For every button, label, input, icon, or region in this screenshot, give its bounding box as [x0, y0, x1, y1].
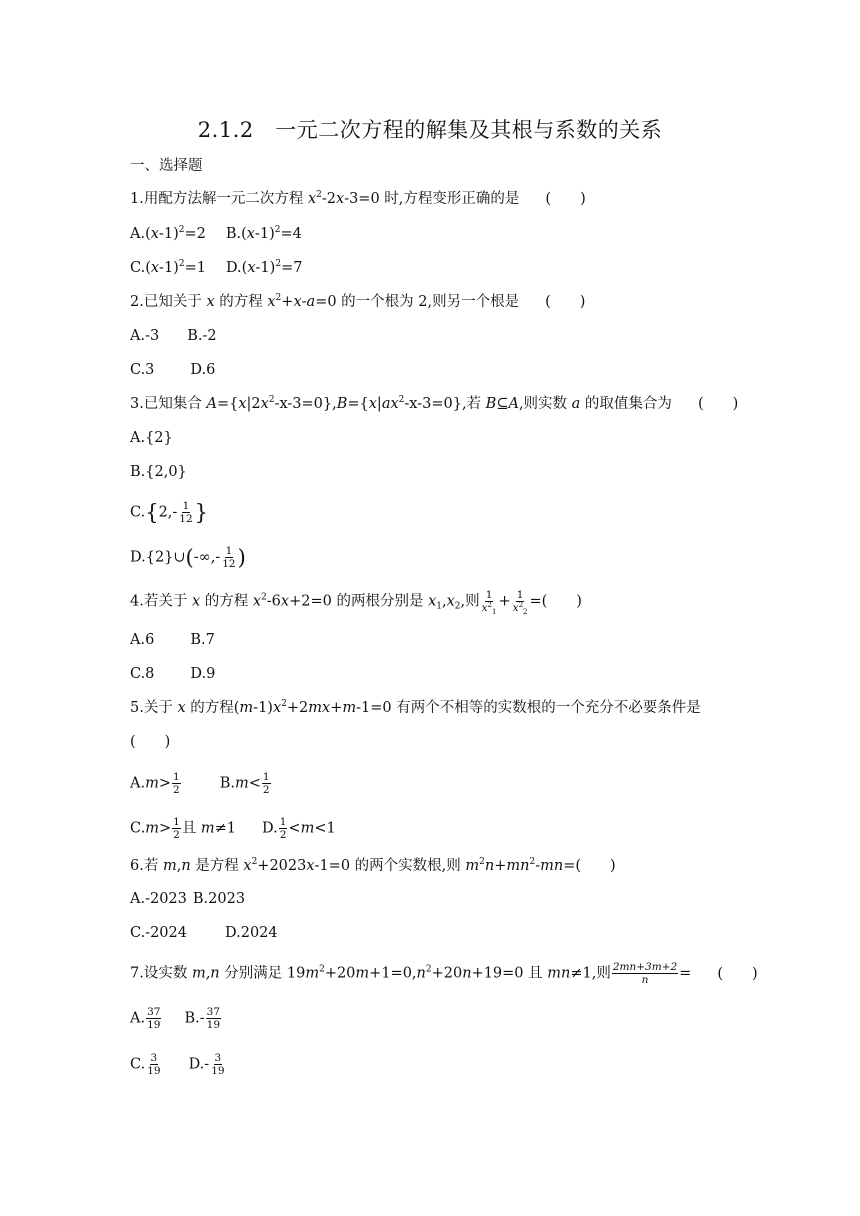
question-1-options-ab: $A.(x-1)^2=2$ $B.(x-1)^2=4$	[130, 225, 302, 242]
question-7-options-ab: A. $\frac{37}{19}$ B.- $\frac{37}{19}$	[130, 1006, 221, 1031]
question-3-option-d: D.{2}∪(-∞,- $\frac{1}{12}$ )	[130, 545, 246, 570]
question-1: 1.用配方法解一元二次方程 $x^2-2x-3=0$ 时,方程变形正确的是 ( )	[130, 190, 586, 207]
fraction: $\frac{1}{12}$	[179, 500, 193, 525]
fraction: $\frac{3}{19}$	[147, 1052, 161, 1077]
question-6-options-cd: C.-2024 D.2024	[130, 925, 278, 941]
fraction: $\frac{37}{19}$	[147, 1006, 161, 1031]
fraction: $\frac{1}{2}$	[279, 816, 287, 841]
question-7: 7.设实数 m,n 分别满足 $19m^2+20m+1=0,n^2+20n+19=0$ 且 mn≠1,则 $\frac{2mn+3m+2}{n}$ = ( )	[130, 961, 758, 986]
question-5-options-cd: C.m> $\frac{1}{2}$ 且 m≠1 D. $\frac{1}{2}$ <m<1	[130, 816, 336, 841]
section-heading: 一、选择题	[130, 158, 203, 174]
fraction: $\frac{1}{2}$	[173, 816, 180, 841]
question-2: 2.已知关于 x 的方程 $x^2+x-a=0$ 的一个根为 2,则另一个根是 ( )	[130, 293, 586, 310]
question-4: 4.若关于 x 的方程 $x^2-6x+2=0$ 的两根分别是 $x_1,x_2$,则 $\frac{1}{x^2_1}$ + $\frac{1}{x^2_2}$ =( )	[130, 589, 582, 616]
question-5: 5.关于 x 的方程$(m-1)x^2+2mx+m-1=0$ 有两个不相等的实数根的一个充分不必要条件是	[130, 699, 701, 716]
question-4-options-ab: A.6 B.7	[130, 632, 215, 648]
page-title: 2.1.2 一元二次方程的解集及其根与系数的关系	[197, 118, 663, 142]
question-2-options-cd: C.3 D.6	[130, 362, 216, 378]
fraction: $\frac{1}{2}$	[173, 771, 180, 796]
fraction: $\frac{1}{x^2_2}$	[512, 589, 528, 616]
question-2-options-ab: A.-3 B.-2	[130, 328, 217, 344]
question-5-options-ab: A.m> $\frac{1}{2}$ B.m< $\frac{1}{2}$	[130, 771, 270, 796]
question-3-option-c: C.{2,- $\frac{1}{12}$ }	[130, 500, 209, 525]
fraction: $\frac{1}{12}$	[222, 545, 236, 570]
question-6: 6.若 m,n 是方程 $x^2+2023x-1=0$ 的两个实数根,则 $m^2n+mn^2-mn=$( )	[130, 857, 616, 874]
question-3: 3.已知集合 $A=\{x|2x^2-x-3=0\},B=\{x|ax^2-x-3=0\}$,若 B⊆A,则实数 a 的取值集合为 ( )	[130, 395, 739, 412]
fraction: $\frac{2mn+3m+2}{n}$	[612, 961, 678, 986]
question-5-paren: ( )	[130, 734, 171, 750]
fraction: $\frac{1}{2}$	[262, 771, 270, 796]
question-3-option-a: A.{2}	[130, 430, 173, 446]
question-1-options-cd: $C.(x-1)^2=1$ $D.(x-1)^2=7$	[130, 259, 303, 276]
question-7-options-cd: C. $\frac{3}{19}$ D.- $\frac{3}{19}$	[130, 1052, 225, 1077]
fraction: $\frac{1}{x^2_1}$	[481, 589, 497, 616]
question-4-options-cd: C.8 D.9	[130, 666, 216, 682]
fraction: $\frac{37}{19}$	[206, 1006, 221, 1031]
question-6-options-ab: A.-2023 B.2023	[130, 891, 246, 907]
fraction: $\frac{3}{19}$	[211, 1052, 225, 1077]
question-3-option-b: B.{2,0}	[130, 464, 187, 480]
